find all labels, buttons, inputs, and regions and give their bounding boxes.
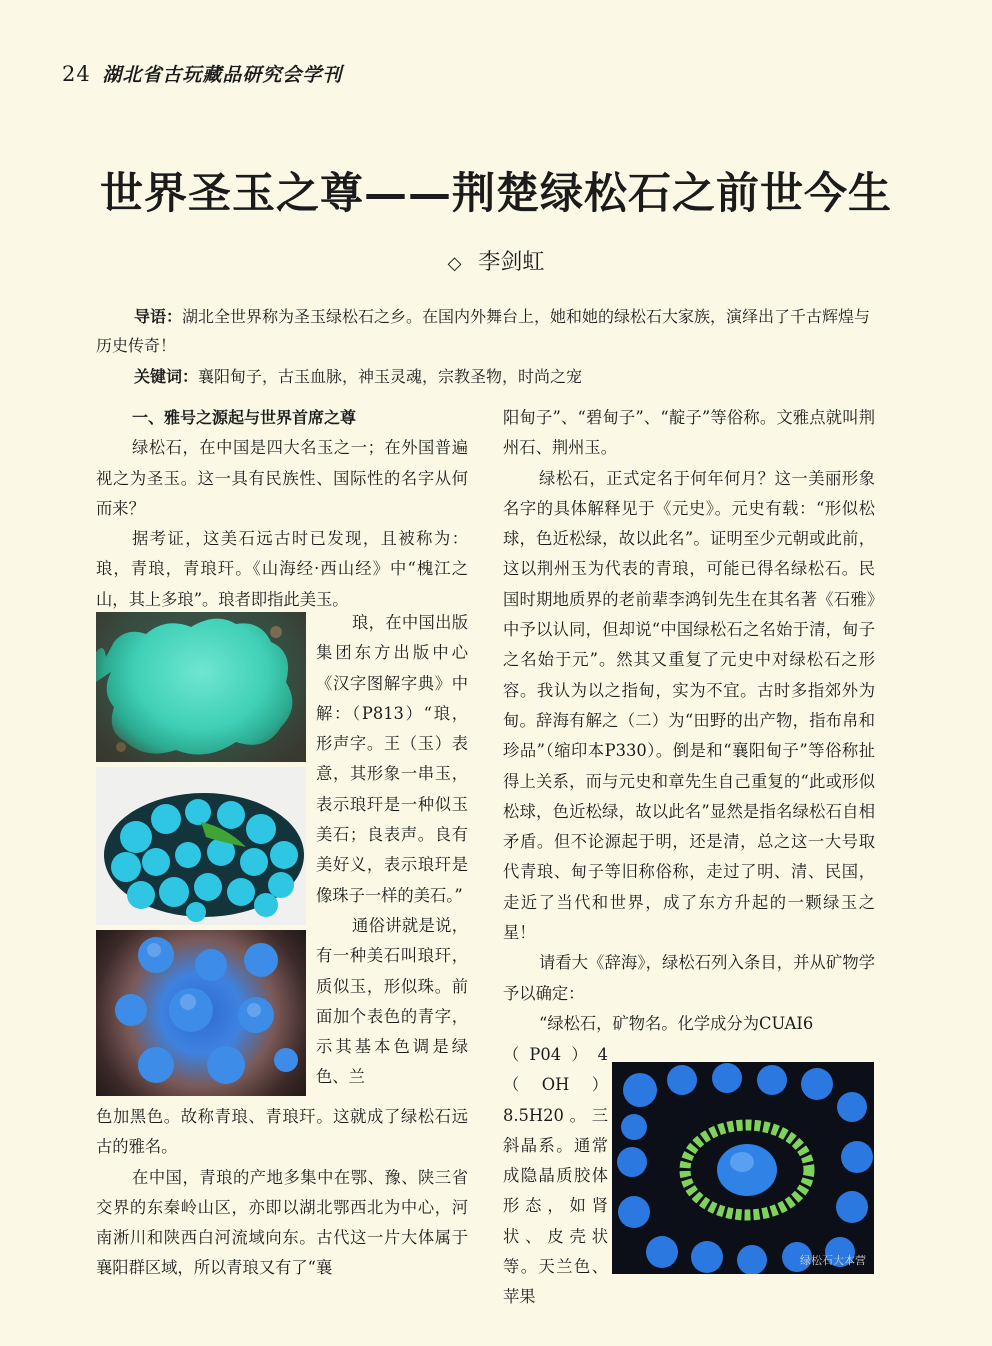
diamond-icon: ◇ <box>447 253 462 274</box>
paragraph: 绿松石，在中国是四大名玉之一；在外国普遍视之为圣玉。这一具有民族性、国际性的名字从何而来？ <box>96 438 468 518</box>
paragraph: 绿松石，正式定名于何年何月？这一美丽形象名字的具体解释见于《元史》。元史有载：“形似松球，色近松绿，故以此名”。证明至少元朝或此前，这以荆州玉为代表的青琅，可能已得名绿松石。民国时期地质界的老前辈李鸿钊先生在其名著《石雅》中予以认同，但却说“中国绿松石之名始于清，甸子之名始于元”。然其又重复了元史中对绿松石之形容。我认为以之指甸，实为不宜。古时多指郊外为甸。辞海有解之（二）为“田野的出产物，指布帛和珍品”（缩印本P330）。倒是和“襄阳甸子”等俗称扯得上关系，而与元史和章先生自己重复的“此或形似松球，色近松绿，故以此名”显然是指名绿松石自相矛盾。但不论源起于明，还是清，总之这一大号取代青琅、甸子等旧称俗称，走过了明、清、民国，走近了当代和世界，成了东方升起的一颗绿玉之星！ <box>503 468 875 943</box>
paragraph: 据考证，这美石远古时已发现，且被称为：琅，青琅，青琅玕。《山海经·西山经》中“槐江之山，其上多琅”。琅者即指此美玉。 <box>96 529 468 609</box>
running-header <box>62 60 342 87</box>
left-column-bottom <box>96 1102 468 1284</box>
left-column-narrow <box>316 608 468 1093</box>
journal-name: 湖北省古玩藏品研究会学刊 <box>102 64 343 86</box>
author-name: 李剑虹 <box>478 250 545 275</box>
author-line <box>0 245 992 276</box>
paragraph: 在中国，青琅的产地多集中在鄂、豫、陕三省交界的东秦岭山区，亦即以湖北鄂西北为中心，河南淅川和陕西白河流域向东。古代这一片大体属于襄阳群区域，所以青琅又有了“襄 <box>96 1167 468 1278</box>
paragraph: 琅，在中国出版集团东方出版中心《汉字图解字典》中解：（P813）“琅，形声字。王（玉）表意，其形象一串玉，表示琅玕是一种似玉美石；良表声。良有美好义，表示琅玕是像珠子一样的美石。” <box>316 613 468 905</box>
abstract <box>96 302 876 391</box>
article-title: 世界圣玉之尊——荆楚绿松石之前世今生 <box>100 169 892 219</box>
turquoise-photo-2 <box>96 767 306 925</box>
keywords-label: 关键词： <box>134 367 199 386</box>
right-column-narrow <box>503 1040 608 1313</box>
turquoise-photo-3 <box>96 930 306 1096</box>
right-column-top <box>503 403 875 1039</box>
keywords-paragraph <box>96 362 876 391</box>
paragraph-continued: 色加黑色。故称青琅、青琅玕。这就成了绿松石远古的雅名。 <box>96 1107 468 1157</box>
paragraph: 请看大《辞海》，绿松石列入条目，并从矿物学予以确定： <box>503 953 875 1003</box>
turquoise-photo-4 <box>612 1062 874 1274</box>
paragraph-continued: 阳甸子”、“碧甸子”、“靛子”等俗称。文雅点就叫荆州石、荆州玉。 <box>503 408 875 458</box>
intro-label: 导语： <box>134 307 183 326</box>
turquoise-photo-1 <box>96 612 306 762</box>
left-column-top <box>96 403 468 615</box>
photo-caption: 绿松石大本营 <box>800 1254 866 1267</box>
section-heading: 一、雅号之源起与世界首席之尊 <box>132 408 357 427</box>
page-number: 24 <box>62 62 91 86</box>
paragraph: “绿松石，矿物名。化学成分为CUAI6 <box>539 1013 814 1033</box>
paragraph: 通俗讲就是说，有一种美石叫琅玕，质似玉，形似珠。前面加个表色的青字，示其基本色调是绿色、兰 <box>316 915 468 1087</box>
intro-text: 湖北全世界称为圣玉绿松石之乡。在国内外舞台上，她和她的绿松石大家族，演绎出了千古辉煌与历史传奇！ <box>96 307 871 355</box>
keywords-text: 襄阳甸子，古玉血脉，神玉灵魂，宗教圣物，时尚之宠 <box>198 367 583 386</box>
intro-paragraph <box>96 302 876 360</box>
paragraph: （P04）4（OH）8.5H20。三斜晶系。通常成隐晶质胶体形态，如肾状、皮壳状等。天兰色、苹果 <box>503 1045 608 1307</box>
